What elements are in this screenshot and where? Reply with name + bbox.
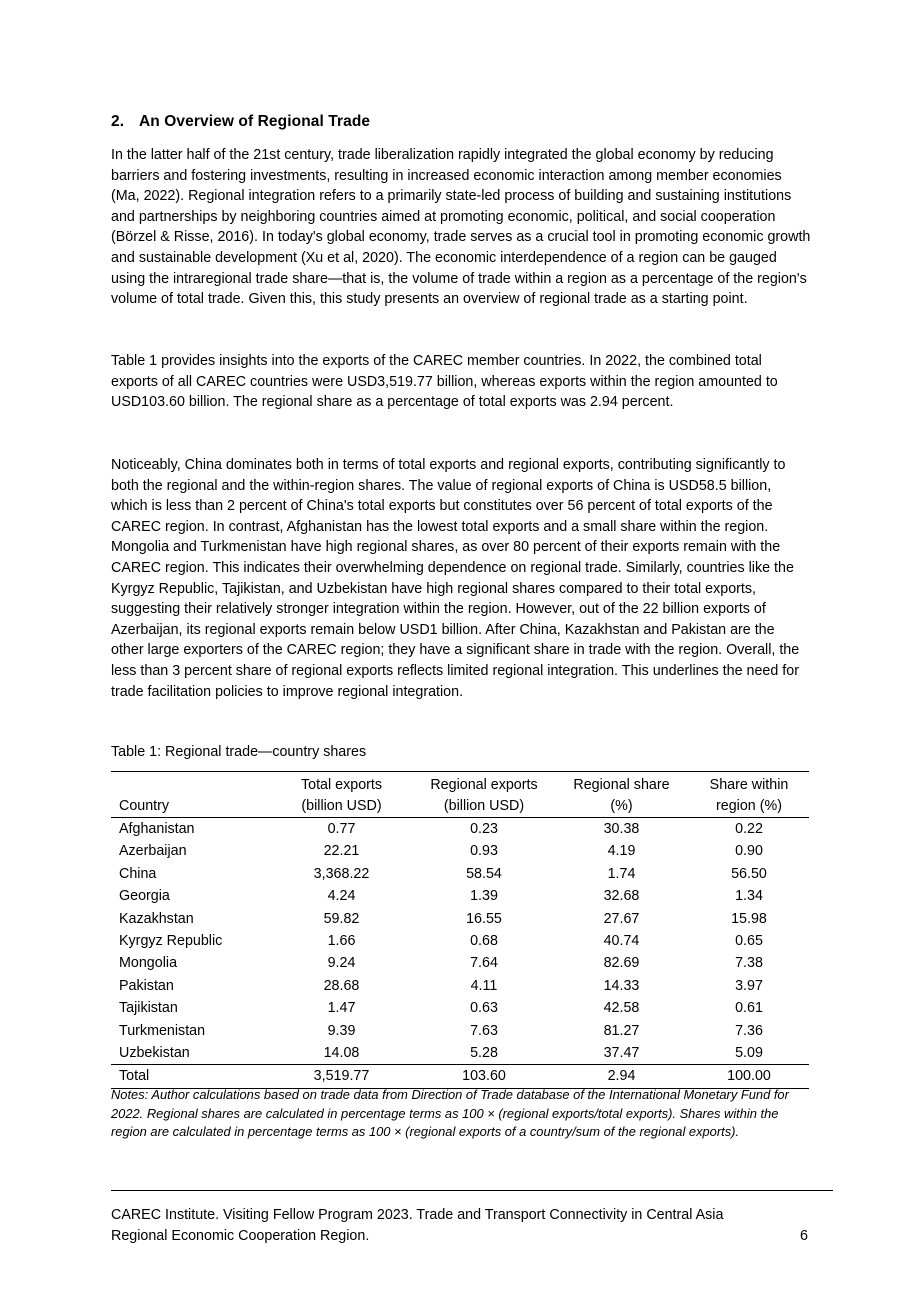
table-cell: 0.77 xyxy=(327,821,356,837)
table-row xyxy=(111,930,809,952)
table-cell: 2.94 xyxy=(554,1065,689,1088)
table-cell: 58.54 xyxy=(466,865,502,882)
section-title: An Overview of Regional Trade xyxy=(139,113,371,130)
table-cell: 56.50 xyxy=(731,865,767,882)
table-cell: 7.38 xyxy=(735,955,763,972)
table-cell: Mongolia xyxy=(119,955,178,972)
table-cell: 0.90 xyxy=(735,843,763,860)
table-total-row xyxy=(111,1065,809,1088)
table-cell: 7.64 xyxy=(470,955,498,972)
table-cell: 0.22 xyxy=(735,821,763,837)
table-row xyxy=(111,840,809,862)
table-cell: 37.47 xyxy=(603,1045,640,1062)
table-cell: Tajikistan xyxy=(119,1000,178,1017)
footer-line-1: CAREC Institute. Visiting Fellow Program 2023. Trade and Transport Connectivity in Central Asia xyxy=(111,1207,724,1223)
regional-trade-table xyxy=(111,771,809,1089)
table-row xyxy=(111,908,809,930)
table-cell: Total xyxy=(111,1065,269,1088)
table-cell: 9.24 xyxy=(327,955,356,972)
table-cell: Kyrgyz Republic xyxy=(119,933,223,950)
table-cell: 5.09 xyxy=(735,1045,763,1062)
table-cell: 15.98 xyxy=(731,910,767,927)
table-cell: 14.33 xyxy=(603,977,640,994)
table-cell: 14.08 xyxy=(323,1045,360,1062)
table-cell: Uzbekistan xyxy=(119,1045,190,1062)
table-cell: 4.11 xyxy=(470,977,498,994)
table-cell: 0.93 xyxy=(470,843,498,860)
table-cell: 30.38 xyxy=(603,821,640,837)
table-cell: 81.27 xyxy=(603,1022,640,1039)
table-body xyxy=(111,818,809,1065)
col-header-total-exports: Total exports (billion USD) xyxy=(269,772,414,818)
table-cell: 32.68 xyxy=(603,888,640,905)
table-caption: Table 1: Regional trade—country shares xyxy=(111,744,367,760)
table-cell: Kazakhstan xyxy=(119,910,194,927)
table-row xyxy=(111,997,809,1019)
table-row xyxy=(111,818,809,841)
table-cell: 40.74 xyxy=(603,933,640,950)
table-cell: 7.63 xyxy=(470,1022,498,1039)
table-cell: 82.69 xyxy=(603,955,640,972)
col-header-regional-share: Regional share (%) xyxy=(554,772,689,818)
table-cell: 4.24 xyxy=(327,888,356,905)
col-header-country: Country xyxy=(111,772,269,818)
table-cell: 7.36 xyxy=(735,1022,763,1039)
table-row xyxy=(111,952,809,974)
table-cell: 3,368.22 xyxy=(313,865,370,882)
table-cell: 16.55 xyxy=(466,910,502,927)
table-row xyxy=(111,863,809,885)
paragraph-3: Noticeably, China dominates both in terms of total exports and regional exports, contributing significantly to both the regional and the within-region shares. The value of regional exports of China is USD58.5 billion, which is less than 2 percent of China's total exports but constitutes over 56 percent of total exports of the CAREC region. In contrast, Afghanistan has the lowest total exports and a small share within the region. Mongolia and Turkmenistan have high regional shares, as over 80 percent of their exports remain with the CAREC region. This indicates their overwhelming dependence on regional trade. Similarly, countries like the Kyrgyz Republic, Tajikistan, and Uzbekistan have high regional shares compared to their total exports, suggesting their relatively stronger integration within the region. However, out of the 22 billion exports of Azerbaijan, its regional exports remain below USD1 billion. After China, Kazakhstan and Pakistan are the other large exporters of the CAREC region; they have a significant share in trade with the region. Overall, the less than 3 percent share of regional exports reflects limited regional integration. This underlines the need for trade facilitation policies to improve regional integration. xyxy=(111,457,800,700)
table-cell: 1.39 xyxy=(470,888,498,905)
table-cell: 0.61 xyxy=(735,1000,763,1017)
table-cell: Pakistan xyxy=(119,977,174,994)
table-cell: 3,519.77 xyxy=(269,1065,414,1088)
table-notes: Notes: Author calculations based on trade data from Direction of Trade database of the International Monetary Fund for 2022. Regional shares are calculated in percentage terms as 100 × (regional exports/total exports). Shares within the region are calculated in percentage terms as 100 × (regional exports of a country/sum of the regional exports). xyxy=(111,1087,789,1140)
section-number: 2. xyxy=(111,113,125,130)
table-row xyxy=(111,1020,809,1042)
section-heading xyxy=(111,113,370,131)
table-cell: Georgia xyxy=(119,888,170,905)
footer-divider xyxy=(111,1190,833,1191)
table-cell: 0.65 xyxy=(735,933,763,950)
table-cell: 100.00 xyxy=(689,1065,809,1088)
table-cell: 9.39 xyxy=(327,1022,356,1039)
table-cell: 0.68 xyxy=(470,933,498,950)
table-cell: 5.28 xyxy=(470,1045,498,1062)
page-number: 6 xyxy=(800,1228,808,1244)
table-cell: China xyxy=(119,865,157,882)
table-row xyxy=(111,1042,809,1065)
table-cell: 59.82 xyxy=(323,910,360,927)
table-cell: 28.68 xyxy=(323,977,360,994)
table-row xyxy=(111,885,809,907)
page-footer xyxy=(111,1205,811,1247)
table-row xyxy=(111,975,809,997)
col-header-regional-exports: Regional exports (billion USD) xyxy=(414,772,554,818)
table-cell: 1.34 xyxy=(735,888,763,905)
table-cell: Turkmenistan xyxy=(119,1022,206,1039)
table-cell: 27.67 xyxy=(603,910,640,927)
table-cell: 3.97 xyxy=(735,977,763,994)
table-cell: 1.74 xyxy=(607,865,636,882)
table-cell: 0.63 xyxy=(470,1000,498,1017)
table-cell: 22.21 xyxy=(323,843,360,860)
table-cell: 103.60 xyxy=(414,1065,554,1088)
table-header-row xyxy=(111,772,809,818)
table-cell: Azerbaijan xyxy=(119,843,187,860)
col-header-share-within-region: Share within region (%) xyxy=(689,772,809,818)
table-cell: 4.19 xyxy=(607,843,636,860)
table-cell: 1.47 xyxy=(327,1000,356,1017)
table-cell: Afghanistan xyxy=(119,821,195,837)
table-cell: 0.23 xyxy=(470,821,498,837)
table-cell: 1.66 xyxy=(327,933,356,950)
paragraph-2: Table 1 provides insights into the exports of the CAREC member countries. In 2022, the combined total exports of all CAREC countries were USD3,519.77 billion, whereas exports within the region amounted to USD103.60 billion. The regional share as a percentage of total exports was 2.94 percent. xyxy=(111,353,778,411)
footer-line-2: Regional Economic Cooperation Region. xyxy=(111,1228,370,1244)
paragraph-1: In the latter half of the 21st century, trade liberalization rapidly integrated the global economy by reducing barriers and fostering investments, resulting in increased economic interaction among member economies (Ma, 2022). Regional integration refers to a primarily state-led process of building and sustaining institutions and partnerships by neighboring countries aimed at promoting economic, political, and social cooperation (Börzel & Risse, 2016). In today's global economy, trade serves as a crucial tool in promoting economic growth and sustainable development (Xu et al, 2020). The economic interdependence of a region can be gauged using the intraregional trade share—that is, the volume of trade within a region as a percentage of the region's volume of total trade. Given this, this study presents an overview of regional trade as a starting point. xyxy=(111,147,811,308)
table-cell: 42.58 xyxy=(603,1000,640,1017)
